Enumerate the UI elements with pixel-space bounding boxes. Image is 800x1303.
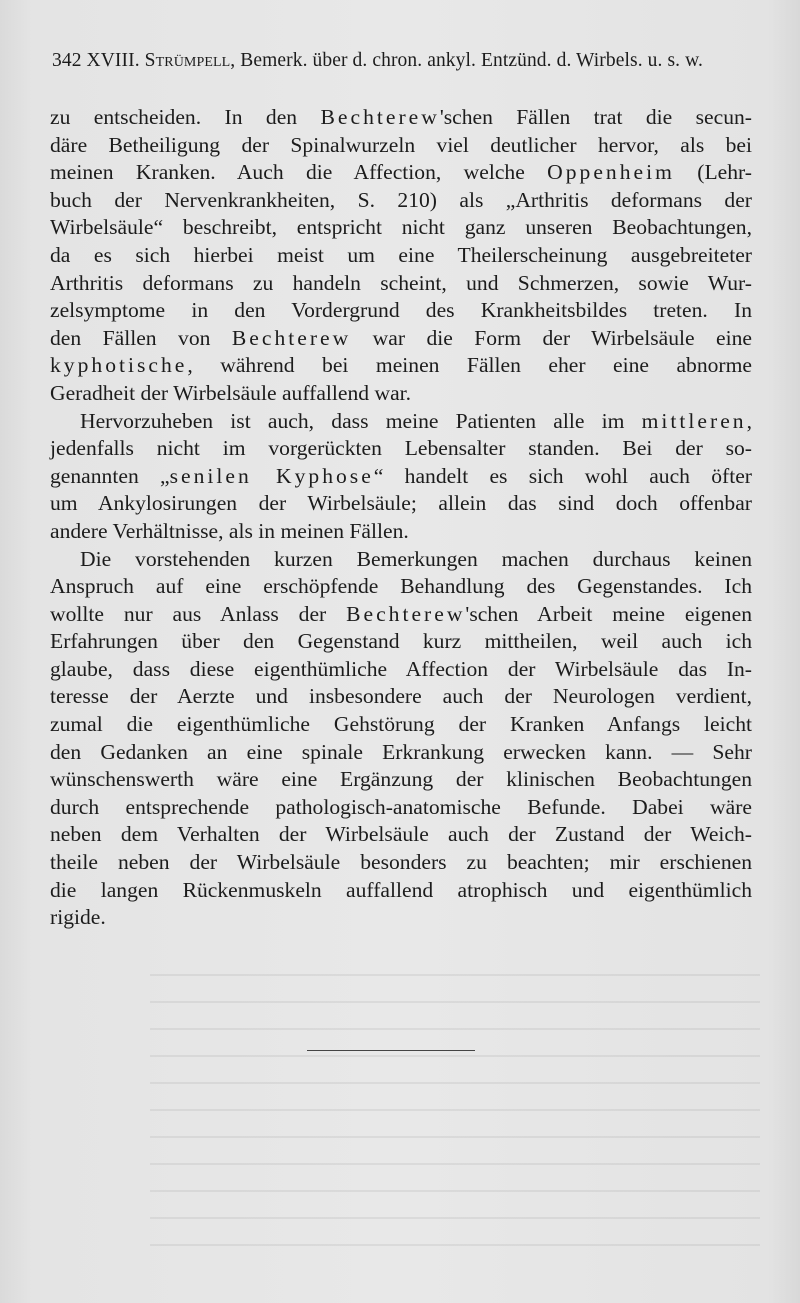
text-line: zelsymptome in den Vordergrund des Krankheitsbildes treten. In (50, 298, 752, 323)
page-number: 342 (52, 50, 82, 71)
text-line: jedenfalls nicht im vorgerückten Lebensalter standen. Bei der so- (50, 436, 752, 461)
spaced-term: mittleren (641, 408, 747, 433)
text-line: Geradheit der Wirbelsäule auffallend war. (50, 380, 412, 405)
text-line: theile neben der Wirbelsäule besonders zu beachten; mir erschienen (50, 850, 752, 875)
spaced-name: Oppenheim (547, 160, 675, 185)
bleed-through-shadow (150, 960, 760, 1260)
text-line: genannten „senilen Kyphose“ handelt es sich wohl auch öfter (50, 463, 752, 488)
text-line: glaube, dass diese eigenthümliche Affection der Wirbelsäule das In- (50, 656, 752, 681)
text-line: den Fällen von Bechterew war die Form der Wirbelsäule eine (50, 325, 752, 350)
text-line: zumal die eigenthümliche Gehstörung der Kranken Anfangs leicht (50, 712, 752, 737)
text-line: da es sich hierbei meist um eine Theilerscheinung ausgebreiteter (50, 242, 752, 267)
text-line: Die vorstehenden kurzen Bemerkungen machen durchaus keinen (80, 546, 752, 571)
text-line: teresse der Aerzte und insbesondere auch der Neurologen verdient, (50, 684, 752, 709)
text-line: den Gedanken an eine spinale Erkrankung erwecken kann. — Sehr (50, 739, 752, 764)
text-line: meinen Kranken. Auch die Affection, welche Oppenheim (Lehr- (50, 160, 752, 185)
paragraph-3 (50, 546, 752, 932)
chapter-number: XVIII. (86, 50, 140, 71)
text-line: buch der Nervenkrankheiten, S. 210) als „Arthritis deformans der (50, 187, 752, 212)
text-line: Anspruch auf eine erschöpfende Behandlung des Gegenstandes. Ich (50, 574, 752, 599)
spaced-name: Bechterew (231, 325, 352, 350)
text-line: däre Betheiligung der Spinalwurzeln viel deutlicher hervor, als bei (50, 132, 752, 157)
text-line: die langen Rückenmuskeln auffallend atrophisch und eigenthümlich (50, 877, 752, 902)
spaced-name: Bechterew (320, 105, 440, 129)
text-line: um Ankylosirungen der Wirbelsäule; allein das sind doch offenbar (50, 491, 752, 516)
text-line: andere Verhältnisse, als in meinen Fällen. (50, 518, 409, 543)
text-line: wünschenswerth wäre eine Ergänzung der klinischen Beobachtungen (50, 767, 752, 792)
text-line: neben dem Verhalten der Wirbelsäule auch der Zustand der Weich- (50, 822, 752, 847)
spaced-name: Bechterew (346, 601, 466, 626)
body-text (50, 104, 752, 932)
text-line: zu entscheiden. In den Bechterew'schen Fällen trat die secun- (50, 105, 752, 129)
end-rule (307, 1050, 475, 1051)
text-line: rigide. (50, 905, 106, 930)
text-line: wollte nur aus Anlass der Bechterew'schen Arbeit meine eigenen (50, 601, 752, 626)
text-line: Wirbelsäule“ beschreibt, entspricht nicht ganz unseren Beobachtungen, (50, 215, 752, 240)
paragraph-1 (50, 104, 752, 408)
spaced-term: kyphotische (50, 353, 188, 378)
text-line: Erfahrungen über den Gegenstand kurz mittheilen, weil auch ich (50, 629, 752, 654)
text-line: Arthritis deformans zu handeln scheint, und Schmerzen, sowie Wur- (50, 270, 752, 295)
text-line: kyphotische, während bei meinen Fällen eher eine abnorme (50, 353, 752, 378)
text-line: durch entsprechende pathologisch-anatomische Befunde. Dabei wäre (50, 794, 752, 819)
spaced-term: senilen Kyphose (169, 463, 374, 488)
running-header (52, 50, 764, 72)
running-title: , Bemerk. über d. chron. ankyl. Entzünd. d. Wirbels. u. s. w. (230, 50, 703, 71)
text-line: Hervorzuheben ist auch, dass meine Patienten alle im mittleren, (80, 408, 752, 433)
author-name: Strümpell (144, 50, 231, 71)
paragraph-2 (50, 408, 752, 546)
